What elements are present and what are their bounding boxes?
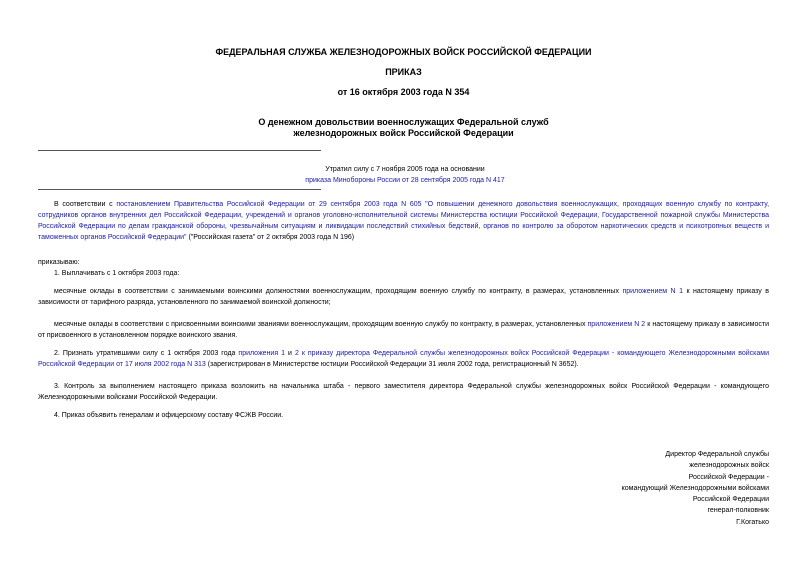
preamble-text-2: ("Российская газета" от 2 октября 2003 года N 196)	[186, 234, 355, 241]
appendix-1-link[interactable]: приложением N 1	[622, 288, 683, 295]
appendix-2-link[interactable]: приложением N 2	[587, 321, 646, 328]
divider-bottom	[38, 189, 321, 190]
preamble-link[interactable]: постановлением Правительства Российской Федерации от 29 сентября 2003 года N 605 "О повышении денежного довольствия военнослужащих, проходящих военную службу по контракту, сотрудников органов внутренних дел Российской Федерации, учреждений и органов уголовно-исполнительной системы Министерства юстиции Российской Федерации, Государственной пожарной службы Министерства Российской Федерации по делам гражданской обороны, чрезвычайным ситуациям и ликвидации последствий стихийных бедствий, органов по контролю за оборотом наркотических средств и психотропных веществ и таможенных органов Российской Федерации"	[38, 201, 770, 241]
item-2-text-2: и	[285, 350, 295, 357]
item-2-paragraph	[38, 348, 769, 370]
preamble-paragraph	[38, 199, 769, 243]
signature-line-5: Российской Федерации	[692, 496, 769, 504]
item-2-link-1[interactable]: приложения 1	[238, 350, 286, 357]
item-1a-paragraph	[38, 286, 769, 308]
item-1b-text-2: к настоящему приказу в зависимости от присвоенного в установленном порядке воинского звания.	[38, 321, 769, 339]
item-3: 3. Контроль за выполнением настоящего приказа возложить на начальника штаба - первого заместителя директора Федеральной службы железнодорожных войск Российской Федерации - командующего Железнодорожными войсками Российской Федерации.	[38, 383, 769, 401]
item-2-link-2[interactable]: 2 к приказу директора Федеральной службы железнодорожных войск Российской Федерации - командующего Железнодорожными войсками Российской Федерации от 17 июля 2002 года N 313	[38, 350, 769, 368]
status-note	[200, 164, 610, 186]
signature-line-6: генерал-полковник	[707, 507, 769, 515]
signature-block	[622, 449, 769, 528]
signature-line-3: Российской Федерации -	[688, 473, 769, 481]
org-title: ФЕДЕРАЛЬНАЯ СЛУЖБА ЖЕЛЕЗНОДОРОЖНЫХ ВОЙСК РОССИЙСКОЙ ФЕДЕРАЦИИ	[215, 47, 592, 57]
subject-line-2: железнодорожных войск Российской Федерации	[293, 128, 514, 138]
item-1a-text-1: месячные оклады в соответствии с занимаемыми воинскими должностями военнослужащим, проходящим военную службу по контракту, в размерах, установленных	[54, 288, 623, 295]
doc-type: ПРИКАЗ	[385, 67, 422, 77]
item-1b-paragraph	[38, 319, 769, 341]
status-note-link[interactable]: приказа Минобороны России от 28 сентября 2005 года N 417	[305, 177, 505, 184]
preamble-text-1: В соответствии с	[54, 201, 117, 208]
status-note-text: Утратил силу с 7 ноября 2005 года на основании	[325, 166, 485, 173]
item-2-text-1: 2. Признать утратившими силу с 1 октября 2003 года	[54, 350, 239, 357]
item-1: 1. Выплачивать с 1 октября 2003 года:	[54, 270, 180, 277]
item-1b-text-1: месячные оклады в соответствии с присвоенными воинскими званиями военнослужащим, проходящим военную службу по контракту, в размерах, установленных	[54, 321, 588, 328]
signature-line-7: Г.Когатько	[736, 518, 769, 526]
item-4: 4. Приказ объявить генералам и офицерскому составу ФСЖВ России.	[54, 412, 284, 419]
order-word: приказываю:	[38, 259, 80, 266]
subject-line-1: О денежном довольствии военнослужащих Федеральной служб	[258, 117, 549, 127]
signature-line-4: командующий Железнодорожными войсками	[621, 484, 769, 492]
doc-subject	[0, 117, 807, 139]
item-2-text-3: (зарегистрирован в Министерстве юстиции Российской Федерации 31 июля 2002 года, регистрационный N 3652).	[205, 361, 579, 368]
signature-line-1: Директор Федеральной службы	[665, 451, 769, 458]
item-1a-text-2: к настоящему приказу в зависимости от тарифного разряда, установленного по занимаемой воинской должности;	[38, 288, 769, 306]
signature-line-2: железнодорожных войск	[689, 462, 769, 470]
divider-top	[38, 150, 321, 151]
doc-date-number: от 16 октября 2003 года N 354	[337, 87, 470, 97]
